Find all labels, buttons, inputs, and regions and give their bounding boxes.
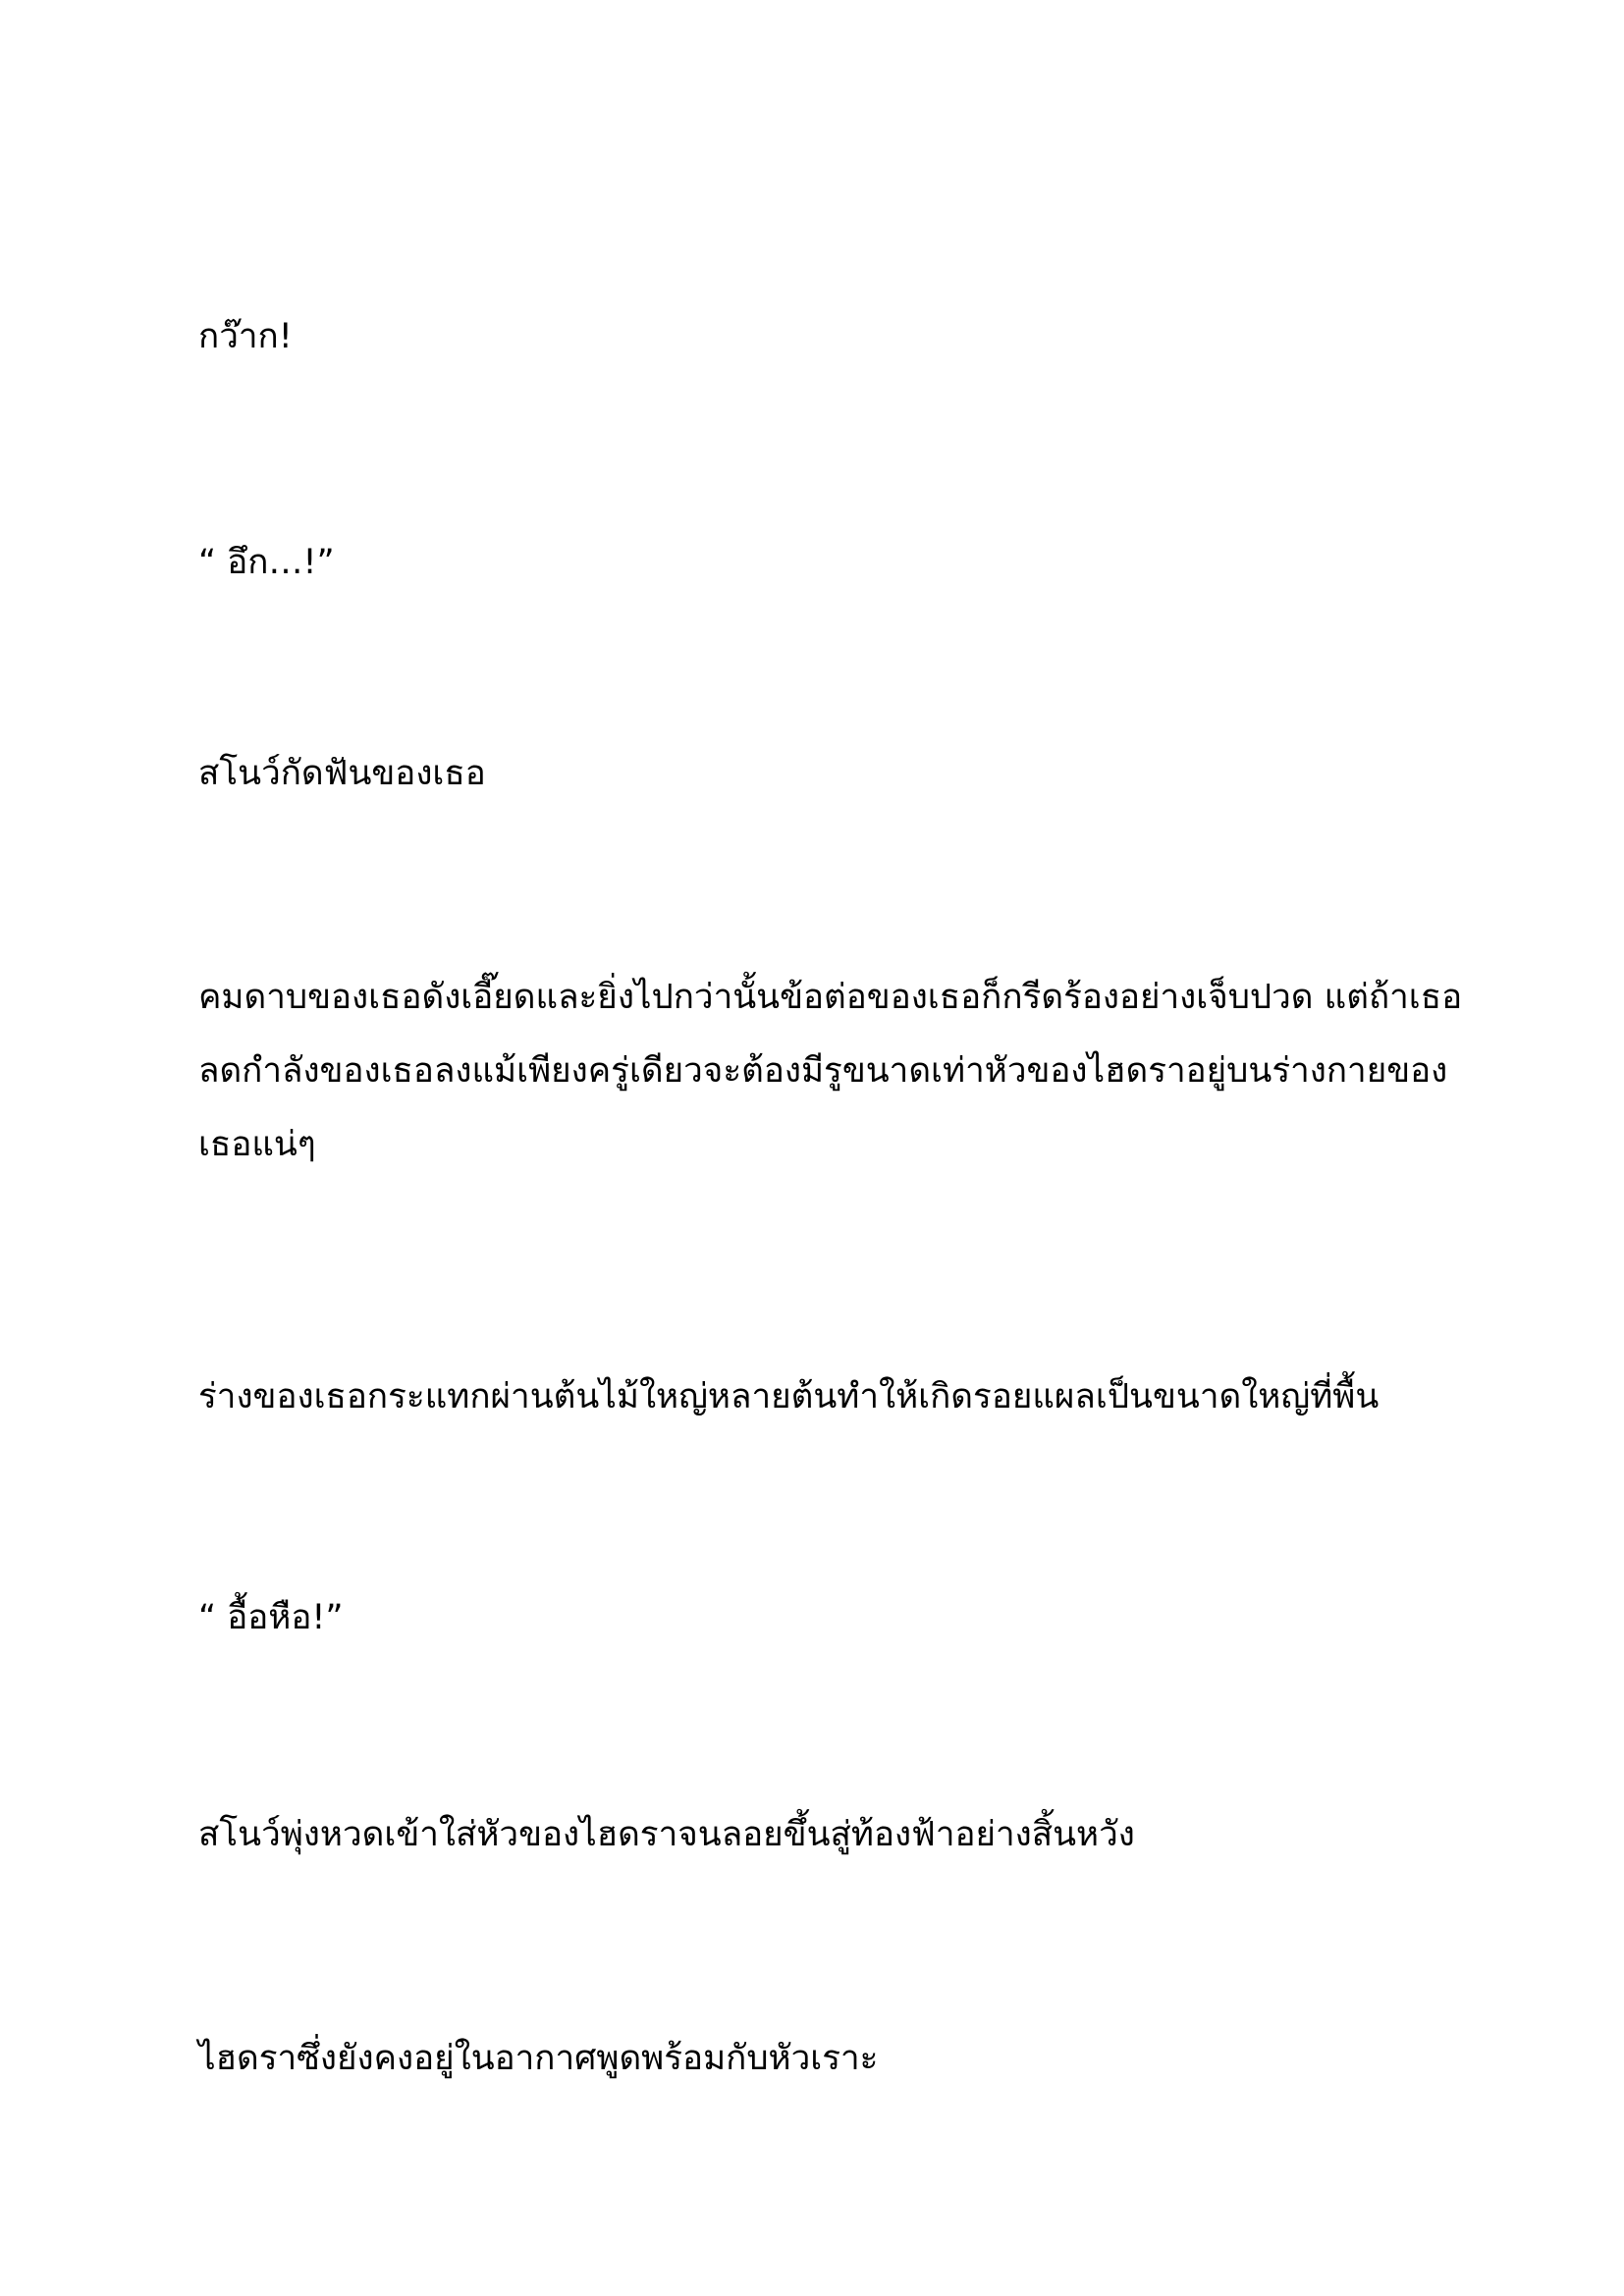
paragraph-5: ร่างของเธอกระแทกผ่านต้นไม้ใหญ่หลายต้นทำให้เกิดรอยแผลเป็นขนาดใหญ่ที่พื้น bbox=[198, 1377, 1380, 1416]
paragraph-1: กว๊าก! bbox=[198, 317, 293, 356]
paragraph-7: สโนว์พุ่งหวดเข้าใส่หัวของไฮดราจนลอยขึ้นสู่ท้องฟ้าอย่างสิ้นหวัง bbox=[198, 1815, 1135, 1854]
paragraph-3: สโนว์กัดฟันของเธอ bbox=[198, 754, 486, 793]
paragraph-2: “ อึก…!” bbox=[198, 543, 335, 582]
paragraph-4: คมดาบของเธอดังเอี๊ยดและยิ่งไปกว่านั้นข้อต่อของเธอก็กรีดร้องอย่างเจ็บปวด แต่ถ้าเธอลดกำลังของเธอลงแม้เพียงครู่เดียวจะต้องมีรูขนาดเท่าหัวของไฮดราอยู่บนร่างกายของเธอแน่ๆ bbox=[198, 978, 1463, 1164]
paragraph-8: ไฮดราซึ่งยังคงอยู่ในอากาศพูดพร้อมกับหัวเราะ bbox=[198, 2039, 879, 2078]
paragraph-6: “ อื้อหือ!” bbox=[198, 1598, 344, 1637]
